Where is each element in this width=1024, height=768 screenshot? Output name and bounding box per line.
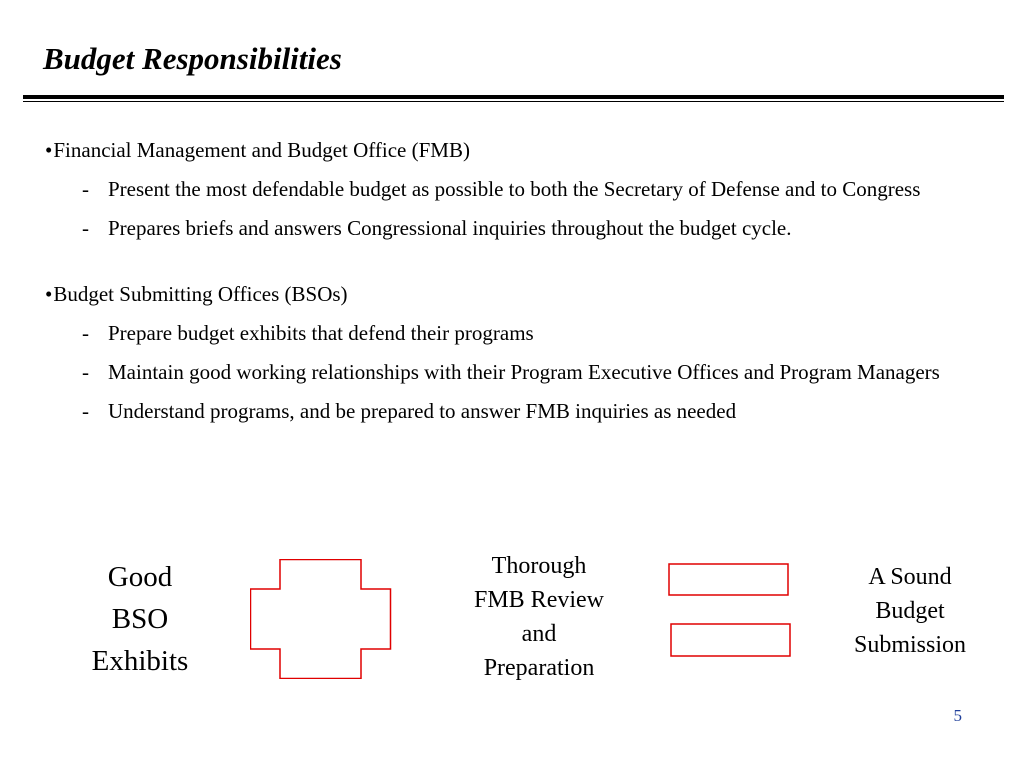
term-line: BSO: [111, 603, 169, 635]
result-line: Budget: [875, 598, 945, 624]
section-heading: [45, 279, 975, 309]
slide-title: Budget Responsibilities: [43, 41, 342, 76]
equals-bar-bottom: [671, 624, 790, 656]
term-line: FMB Review: [473, 587, 604, 613]
result-line: A Sound: [868, 564, 952, 590]
result-line: Submission: [853, 632, 967, 658]
list-item: [45, 174, 975, 204]
list-item-text: Present the most defendable budget as possible to both the Secretary of Defense and to Congress: [108, 177, 921, 201]
plus-shape: [251, 560, 391, 679]
list-item-text: Prepare budget exhibits that defend their programs: [108, 321, 534, 345]
term-line: Thorough: [491, 553, 587, 579]
section-heading-text: Budget Submitting Offices (BSOs): [53, 282, 348, 306]
list-item-text: Maintain good working relationships with their Program Executive Offices and Program Managers: [108, 360, 940, 384]
sub-list: [45, 318, 975, 426]
sub-list: [45, 174, 975, 243]
section-heading-text: Financial Management and Budget Office (FMB): [53, 138, 470, 162]
dash-marker: -: [82, 216, 89, 240]
list-item: [45, 318, 975, 348]
dash-marker: -: [82, 399, 89, 423]
section-heading: [45, 135, 975, 165]
list-item-text: Understand programs, and be prepared to answer FMB inquiries as needed: [108, 399, 737, 423]
plus-icon: [250, 559, 392, 679]
title-divider-thick: [23, 95, 1004, 99]
section-bso: [45, 279, 975, 426]
title-divider-thin: [23, 101, 1004, 102]
term-line: Good: [107, 561, 173, 593]
equals-bar-top: [669, 564, 788, 595]
term-line: Exhibits: [91, 645, 189, 677]
dash-marker: -: [82, 321, 89, 345]
term-fmb-review: [448, 549, 630, 685]
bullet-marker: •: [45, 138, 53, 162]
result-sound-budget: [830, 560, 990, 662]
term-line: Preparation: [483, 655, 595, 681]
list-item-text: Prepares briefs and answers Congressional inquiries throughout the budget cycle.: [108, 216, 792, 240]
term-good-bso-exhibits: [70, 556, 210, 682]
bullet-marker: •: [45, 282, 53, 306]
bullet-list: [45, 135, 975, 426]
list-item: [45, 396, 975, 426]
dash-marker: -: [82, 177, 89, 201]
list-item: [45, 357, 975, 387]
page-number: 5: [953, 706, 962, 725]
equals-icon: [668, 563, 792, 659]
dash-marker: -: [82, 360, 89, 384]
list-item: [45, 213, 975, 243]
term-line: and: [521, 621, 557, 647]
section-fmb: [45, 135, 975, 243]
